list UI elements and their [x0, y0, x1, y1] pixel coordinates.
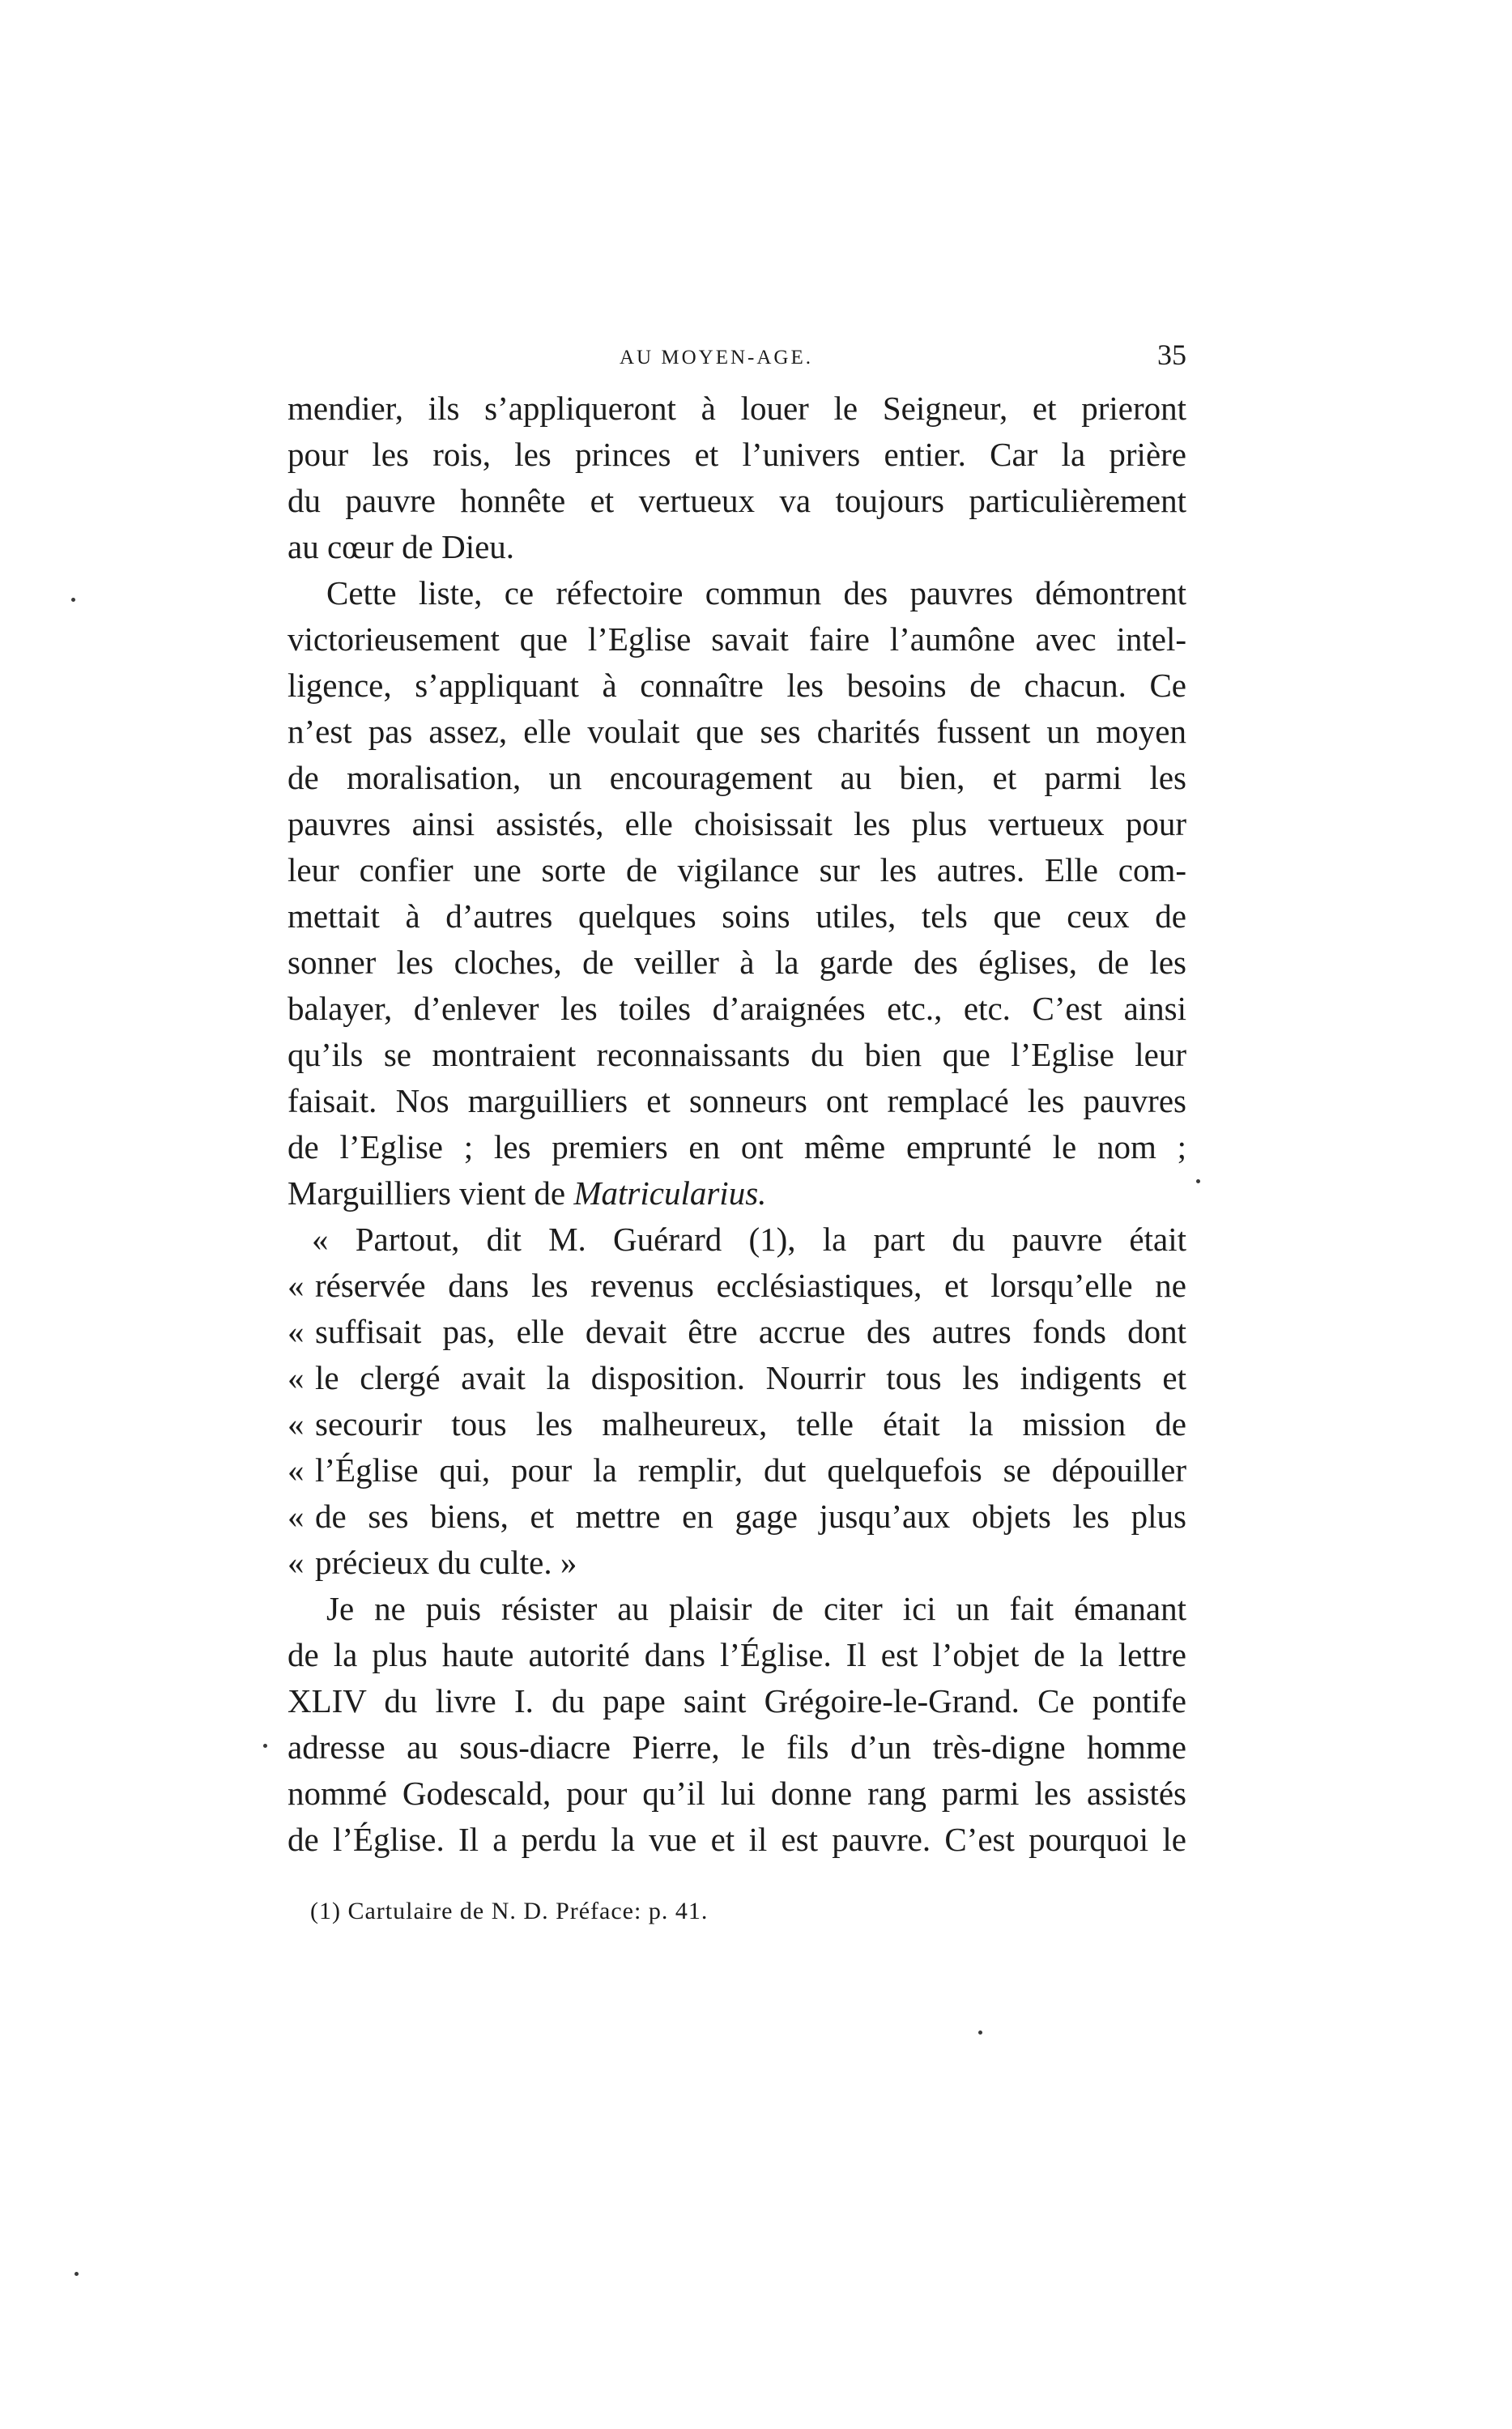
quotation-paragraph: [287, 1217, 1186, 1586]
scan-speck: [1196, 1179, 1200, 1183]
paragraph-4: [287, 1586, 1186, 1863]
quote-text: réservée dans les revenus ecclésiastiques, et lorsqu’elle ne: [315, 1267, 1186, 1304]
quote-line: [287, 1263, 1186, 1309]
text-line: mendier, ils s’appliqueront à louer le Seigneur, et prieront: [287, 390, 1186, 427]
running-head: [287, 339, 1186, 374]
running-title: AU MOYEN-AGE.: [620, 347, 813, 369]
text-line: ligence, s’appliquant à connaître les besoins de chacun. Ce: [287, 667, 1186, 704]
scan-speck: [978, 2031, 982, 2035]
quote-line: [287, 1355, 1186, 1401]
text-line: pour les rois, les princes et l’univers entier. Car la prière: [287, 436, 1186, 473]
text-line: de la plus haute autorité dans l’Église. Il est l’objet de la lettre: [287, 1636, 1186, 1673]
text-line-with-italic: [287, 1170, 1186, 1217]
text-line: pauvres ainsi assistés, elle choisissait les plus vertueux pour: [287, 805, 1186, 842]
quote-text: le clergé avait la disposition. Nourrir tous les indigents et: [315, 1359, 1186, 1396]
quote-mark: «: [287, 1544, 305, 1581]
quote-line: [287, 1309, 1186, 1355]
footnote: (1) Cartulaire de N. D. Préface: p. 41.: [310, 1898, 709, 1924]
text-line: faisait. Nos marguilliers et sonneurs ont remplacé les pauvres: [287, 1082, 1186, 1119]
text-line: n’est pas assez, elle voulait que ses charités fussent un moyen: [287, 713, 1186, 750]
scan-speck: [71, 598, 75, 602]
quote-text: secourir tous les malheureux, telle était la mission de: [315, 1405, 1186, 1442]
quote-line: [287, 1447, 1186, 1494]
quote-mark: «: [287, 1313, 305, 1350]
scan-speck: [75, 2272, 79, 2276]
text-line: leur confier une sorte de vigilance sur les autres. Elle com-: [287, 851, 1186, 889]
quote-mark: «: [287, 1498, 305, 1535]
quote-line: [287, 1401, 1186, 1447]
text-line: mettait à d’autres quelques soins utiles, tels que ceux de: [287, 897, 1186, 935]
text-line: de l’Église. Il a perdu la vue et il est pauvre. C’est pourquoi le: [287, 1821, 1186, 1858]
quote-mark: «: [287, 1359, 305, 1396]
quote-mark: «: [287, 1267, 305, 1304]
body-text: [287, 386, 1186, 1863]
quote-text: suffisait pas, elle devait être accrue des autres fonds dont: [315, 1313, 1186, 1350]
quote-mark: «: [287, 1451, 305, 1489]
quote-mark: «: [287, 1405, 305, 1442]
text-line: sonner les cloches, de veiller à la garde des églises, de les: [287, 944, 1186, 981]
quote-line: « Partout, dit M. Guérard (1), la part du pauvre était: [312, 1221, 1186, 1258]
text-run: Marguilliers vient de: [287, 1174, 574, 1212]
quote-text: de ses biens, et mettre en gage jusqu’aux objets les plus: [315, 1498, 1186, 1535]
text-line: Je ne puis résister au plaisir de citer ici un fait émanant: [326, 1590, 1186, 1627]
text-line: adresse au sous-diacre Pierre, le fils d’un très-digne homme: [287, 1728, 1186, 1766]
text-line: balayer, d’enlever les toiles d’araignées etc., etc. C’est ainsi: [287, 990, 1186, 1027]
text-line: nommé Godescald, pour qu’il lui donne rang parmi les assistés: [287, 1775, 1186, 1812]
text-line: Cette liste, ce réfectoire commun des pauvres démontrent: [326, 574, 1186, 612]
text-line: victorieusement que l’Eglise savait faire l’aumône avec intel-: [287, 620, 1186, 658]
text-line: de l’Eglise ; les premiers en ont même emprunté le nom ;: [287, 1128, 1186, 1165]
quote-line: [287, 1494, 1186, 1540]
text-line: du pauvre honnête et vertueux va toujours particulièrement: [287, 482, 1186, 519]
scan-speck: [263, 1744, 267, 1748]
text-line: au cœur de Dieu.: [287, 528, 515, 565]
text-line: XLIV du livre I. du pape saint Grégoire-le-Grand. Ce pontife: [287, 1682, 1186, 1719]
text-line: de moralisation, un encouragement au bien, et parmi les: [287, 759, 1186, 796]
italic-term: Matricularius.: [573, 1174, 767, 1212]
text-line: qu’ils se montraient reconnaissants du bien que l’Eglise leur: [287, 1036, 1186, 1073]
paragraph-1: [287, 386, 1186, 570]
quote-line: [287, 1540, 1186, 1586]
page-number: 35: [1157, 339, 1186, 371]
paragraph-2: [287, 570, 1186, 1217]
quote-text: précieux du culte. »: [315, 1544, 577, 1581]
quote-text: l’Église qui, pour la remplir, dut quelquefois se dépouiller: [315, 1451, 1186, 1489]
